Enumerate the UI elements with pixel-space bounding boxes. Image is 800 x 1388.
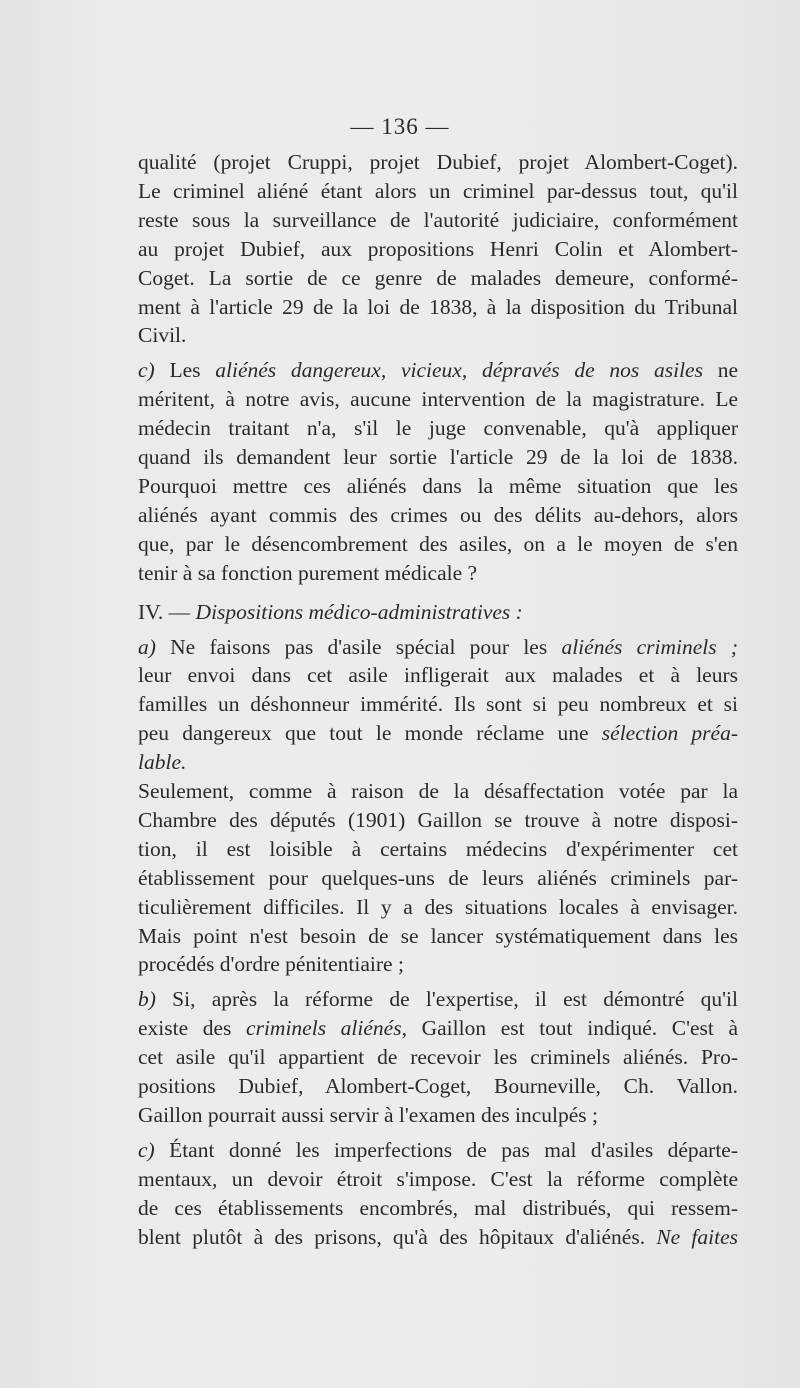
text-line (138, 893, 738, 922)
text-run: positions Dubief, Alombert-Coget, Bourneville, Ch. Vallon. (138, 1074, 738, 1099)
text-run: Coget. La sortie de ce genre de malades demeure, conformé- (138, 265, 738, 290)
text-line (138, 177, 738, 206)
text-run: tenir à sa fonction purement médicale ? (138, 560, 478, 585)
text-line (138, 690, 738, 719)
italic-run: sélection préa- (601, 721, 738, 746)
text-run: procédés d'ordre pénitentiaire ; (138, 952, 404, 977)
text-run: Mais point n'est besoin de se lancer systématiquement dans les (138, 923, 738, 948)
text-line (138, 293, 738, 322)
text-run: Civil. (138, 323, 187, 348)
text-line (138, 1043, 738, 1072)
body-text (138, 148, 738, 1252)
text-line (138, 864, 738, 893)
italic-run: c) (138, 1137, 170, 1162)
text-line (138, 922, 738, 951)
text-line (138, 501, 738, 530)
text-line (138, 633, 738, 662)
text-line (138, 777, 738, 806)
text-run: quand ils demandent leur sortie l'article 29 de la loi de 1838. (138, 445, 738, 470)
text-line (138, 148, 738, 177)
text-run: Gaillon pourrait aussi servir à l'examen des inculpés ; (138, 1103, 599, 1127)
text-line (138, 1223, 738, 1252)
text-run: ment à l'article 29 de la loi de 1838, à la disposition du Tribunal (138, 294, 738, 319)
text-line (138, 1136, 738, 1165)
text-run: Seulement, comme à raison de la désaffectation votée par la (138, 779, 738, 804)
text-run: de ces établissements encombrés, mal distribués, qui ressem- (138, 1195, 738, 1220)
text-run: Le criminel aliéné étant alors un criminel par-dessus tout, qu'il (138, 178, 738, 203)
text-line (138, 719, 738, 748)
text-line (138, 472, 738, 501)
text-run: tion, il est loisible à certains médecins d'expérimenter cet (138, 836, 738, 861)
text-line (138, 1014, 738, 1043)
text-line (138, 559, 738, 588)
text-line (138, 1072, 738, 1101)
text-run: que, par le désencombrement des asiles, on a le moyen de s'en (138, 531, 738, 556)
italic-run: a) (138, 634, 171, 659)
page-number: — 136 — (350, 114, 450, 139)
text-run: familles un déshonneur immérité. Ils sont si peu nombreux et si (138, 692, 738, 717)
italic-run: Dispositions médico-administratives : (195, 599, 523, 624)
text-run: aliénés ayant commis des crimes ou des délits au-dehors, alors (138, 502, 738, 527)
text-run: qualité (projet Cruppi, projet Dubief, projet Alombert-Coget). (138, 150, 738, 174)
text-run: Pourquoi mettre ces aliénés dans la même situation que les (138, 473, 738, 498)
text-line (138, 443, 738, 472)
text-line (138, 321, 738, 350)
text-line (138, 235, 738, 264)
text-line (138, 1101, 738, 1130)
text-line (138, 835, 738, 864)
italic-run: Ne faites (656, 1224, 738, 1249)
text-run: Ne faisons pas d'asile spécial pour les (170, 634, 562, 659)
text-run: médecin traitant n'a, s'il le juge convenable, qu'à appliquer (138, 416, 738, 441)
text-line (138, 806, 738, 835)
text-line (138, 661, 738, 690)
italic-run: aliénés criminels ; (561, 634, 738, 659)
text-run: peu dangereux que tout le monde réclame une (138, 721, 602, 746)
italic-run: b) (138, 987, 173, 1012)
italic-run: c) (138, 358, 170, 383)
italic-run: aliénés dangereux, vicieux, dépravés de nos asiles (215, 358, 703, 383)
text-run: cet asile qu'il appartient de recevoir les criminels aliénés. Pro- (138, 1045, 738, 1070)
text-line (138, 985, 738, 1014)
text-run: IV. — (138, 599, 196, 624)
text-line (138, 414, 738, 443)
text-run: ne (702, 358, 738, 383)
text-run: existe des (138, 1016, 247, 1041)
text-line (138, 264, 738, 293)
text-line (138, 356, 738, 385)
text-run: Gaillon est tout indiqué. C'est à (406, 1016, 739, 1041)
text-line (138, 748, 738, 777)
text-line (138, 385, 738, 414)
text-run: blent plutôt à des prisons, qu'à des hôpitaux d'aliénés. (138, 1224, 657, 1249)
text-line (138, 1194, 738, 1223)
text-line (138, 598, 738, 627)
italic-run: lable. (138, 750, 187, 775)
text-line (138, 950, 738, 979)
text-line (138, 1165, 738, 1194)
text-run: reste sous la surveillance de l'autorité judiciaire, conformément (138, 207, 738, 232)
text-run: Chambre des députés (1901) Gaillon se trouve à notre disposi- (138, 807, 738, 832)
text-run: méritent, à notre avis, aucune intervention de la magistrature. Le (138, 387, 738, 412)
text-run: mentaux, un devoir étroit s'impose. C'est la réforme complète (138, 1166, 738, 1191)
text-line (138, 206, 738, 235)
text-run: au projet Dubief, aux propositions Henri Colin et Alombert- (138, 236, 738, 261)
text-run: Si, après la réforme de l'expertise, il est démontré qu'il (172, 987, 738, 1012)
text-run: leur envoi dans cet asile infligerait aux malades et à leurs (138, 663, 738, 688)
text-run: ticulièrement difficiles. Il y a des situations locales à envisager. (138, 894, 738, 919)
italic-run: criminels aliénés, (246, 1016, 407, 1041)
text-run: Les (169, 358, 216, 383)
text-line (138, 530, 738, 559)
text-run: établissement pour quelques-uns de leurs aliénés criminels par- (138, 865, 738, 890)
text-run: Étant donné les imperfections de pas mal d'asiles départe- (169, 1137, 739, 1162)
paragraph-gap (138, 588, 738, 598)
